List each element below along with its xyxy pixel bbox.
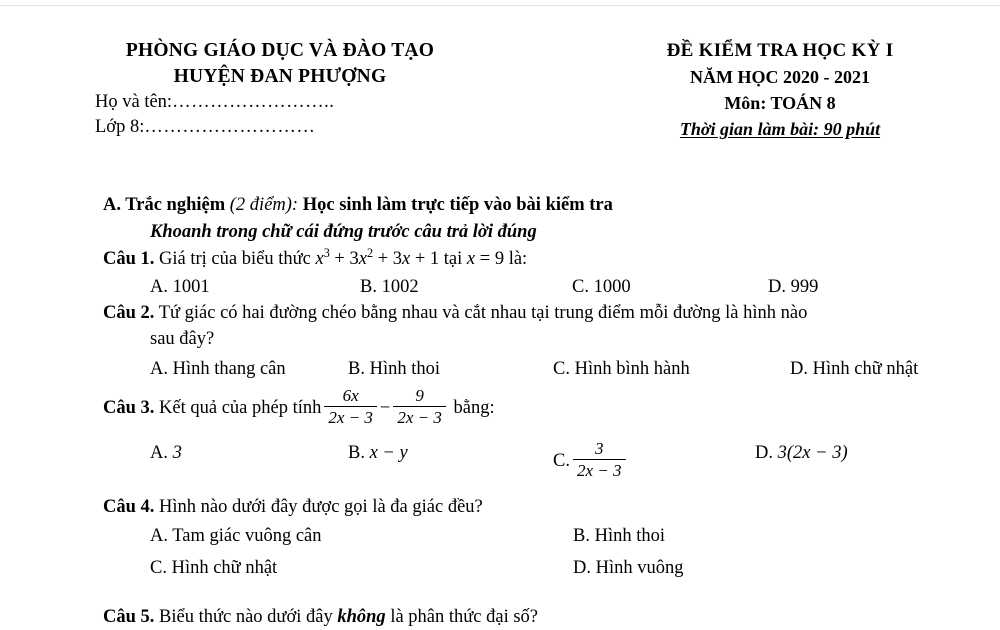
question-4-label: Câu 4. (103, 497, 155, 517)
question-1-option-c[interactable] (572, 274, 631, 300)
option-text: Hình thoi (369, 359, 440, 379)
question-3-text-after: bằng: (453, 398, 495, 418)
question-3-option-a[interactable] (150, 440, 182, 466)
question-1-option-d[interactable] (768, 274, 818, 300)
student-name-label: Họ và tên: (95, 92, 173, 112)
option-text: Hình thang cân (172, 359, 286, 379)
exam-content (0, 192, 1000, 630)
question-5 (0, 604, 1000, 630)
question-2-option-b[interactable] (348, 356, 440, 382)
question-4-option-b[interactable] (573, 524, 665, 548)
question-2-option-c[interactable] (553, 356, 690, 382)
option-text: 1001 (172, 277, 210, 297)
question-3-option-b[interactable] (348, 440, 408, 466)
question-1-text-before: Giá trị của biểu thức (159, 249, 311, 269)
question-2-text-line1: Tứ giác có hai đường chéo bằng nhau và cắt nhau tại trung điểm mỗi đường là hình nào (158, 303, 808, 323)
option-text: x − y (369, 443, 408, 463)
subject-name: Môn: TOÁN 8 (724, 93, 836, 113)
fraction-denominator: 2x − 3 (328, 408, 373, 427)
question-3-text-before: Kết quả của phép tính (159, 398, 322, 418)
student-class-field[interactable] (0, 115, 560, 140)
question-3 (0, 382, 1000, 434)
question-2 (0, 300, 1000, 326)
option-letter: B. (348, 359, 365, 379)
question-1-option-a[interactable] (150, 274, 210, 300)
option-letter: C. (553, 359, 570, 379)
question-1-polynomial: $x^3 + 3x^2 + 3x + 1$ (315, 245, 440, 269)
option-text: Tam giác vuông cân (172, 526, 322, 546)
option-text: Hình bình hành (574, 359, 690, 379)
option-letter: D. (790, 359, 808, 379)
option-letter: C. (150, 558, 167, 578)
question-3-operator: − (379, 398, 391, 418)
student-class-dots: ……………………… (144, 117, 316, 137)
question-3-option-d[interactable] (755, 440, 848, 466)
question-3-label: Câu 3. (103, 398, 155, 418)
fraction-numerator: 6x (342, 386, 359, 405)
question-2-text-line2: sau đây? (150, 329, 215, 349)
option-letter: A. (150, 359, 168, 379)
option-letter: D. (768, 277, 786, 297)
question-5-emphasis: không (337, 607, 386, 627)
option-letter: A. (150, 443, 168, 463)
question-5-text-before: Biểu thức nào dưới đây (159, 607, 333, 627)
option-text: 999 (790, 277, 819, 297)
question-4-option-d[interactable] (573, 556, 684, 580)
student-name-field[interactable] (0, 90, 560, 115)
option-c-fraction (573, 439, 626, 481)
exam-duration: Thời gian làm bài: 90 phút (679, 119, 881, 139)
header-left-block (0, 38, 560, 142)
question-2-label: Câu 2. (103, 303, 155, 323)
question-2-option-a[interactable] (150, 356, 286, 382)
scan-edge-line (0, 5, 1000, 6)
document-header (0, 38, 1000, 142)
question-4-options-row-1 (0, 524, 1000, 550)
option-letter: A. (150, 526, 168, 546)
fraction-denominator: 2x − 3 (576, 461, 622, 480)
question-2-option-d[interactable] (790, 356, 918, 382)
option-letter: C. (553, 451, 570, 471)
option-letter: B. (573, 526, 590, 546)
option-text: Hình chữ nhật (171, 558, 278, 578)
question-4-options-row-2 (0, 556, 1000, 582)
option-letter: B. (360, 277, 377, 297)
section-a-label: A. Trắc nghiệm (103, 195, 226, 215)
fraction-numerator: 9 (415, 386, 424, 405)
student-name-dots: …………………….. (172, 92, 335, 112)
question-3-option-c[interactable] (553, 440, 629, 482)
option-letter: B. (348, 443, 365, 463)
student-class-label: Lớp 8: (95, 117, 145, 137)
question-1-options (0, 274, 1000, 300)
department-name-line2: HUYỆN ĐAN PHƯỢNG (173, 66, 387, 87)
option-letter: D. (755, 443, 773, 463)
section-a-heading (0, 192, 1000, 219)
department-name-line1: PHÒNG GIÁO DỤC VÀ ĐÀO TẠO (125, 40, 435, 61)
option-text: Hình chữ nhật (812, 359, 919, 379)
question-1-text-after: là: (508, 249, 528, 269)
question-4-text-line1: Hình nào dưới đây được gọi là đa giác đều? (159, 497, 483, 517)
option-letter: A. (150, 277, 168, 297)
question-4 (0, 494, 1000, 520)
question-1 (0, 246, 1000, 272)
question-3-fraction-2 (393, 386, 446, 428)
section-a-points: (2 điểm): (229, 195, 299, 215)
option-text: 3(2x − 3) (777, 443, 848, 463)
option-text: 1002 (381, 277, 419, 297)
option-text: 3 (172, 443, 182, 463)
question-1-text-mid: tại (443, 249, 463, 269)
fraction-numerator: 3 (594, 439, 604, 458)
header-right-block (560, 38, 1000, 142)
question-1-x-value: x = 9 (466, 249, 505, 269)
question-1-label: Câu 1. (103, 249, 155, 269)
question-5-label: Câu 5. (103, 607, 155, 627)
school-year: NĂM HỌC 2020 - 2021 (690, 67, 870, 87)
section-a-subinstruction: Khoanh trong chữ cái đứng trước câu trả lời đúng (150, 222, 537, 242)
section-a-instruction: Học sinh làm trực tiếp vào bài kiểm tra (302, 195, 613, 215)
option-letter: C. (572, 277, 589, 297)
question-2-options (0, 356, 1000, 382)
exam-title: ĐỀ KIỂM TRA HỌC KỲ I (666, 40, 894, 61)
question-3-options (0, 434, 1000, 492)
option-text: Hình vuông (595, 558, 684, 578)
option-text: Hình thoi (594, 526, 665, 546)
question-1-option-b[interactable] (360, 274, 419, 300)
option-letter: D. (573, 558, 591, 578)
fraction-denominator: 2x − 3 (397, 408, 442, 427)
question-3-fraction-1 (324, 386, 377, 428)
option-text: 1000 (593, 277, 631, 297)
question-4-option-c[interactable] (150, 556, 277, 580)
question-4-option-a[interactable] (150, 524, 322, 548)
question-5-text-after: là phân thức đại số? (390, 607, 539, 627)
